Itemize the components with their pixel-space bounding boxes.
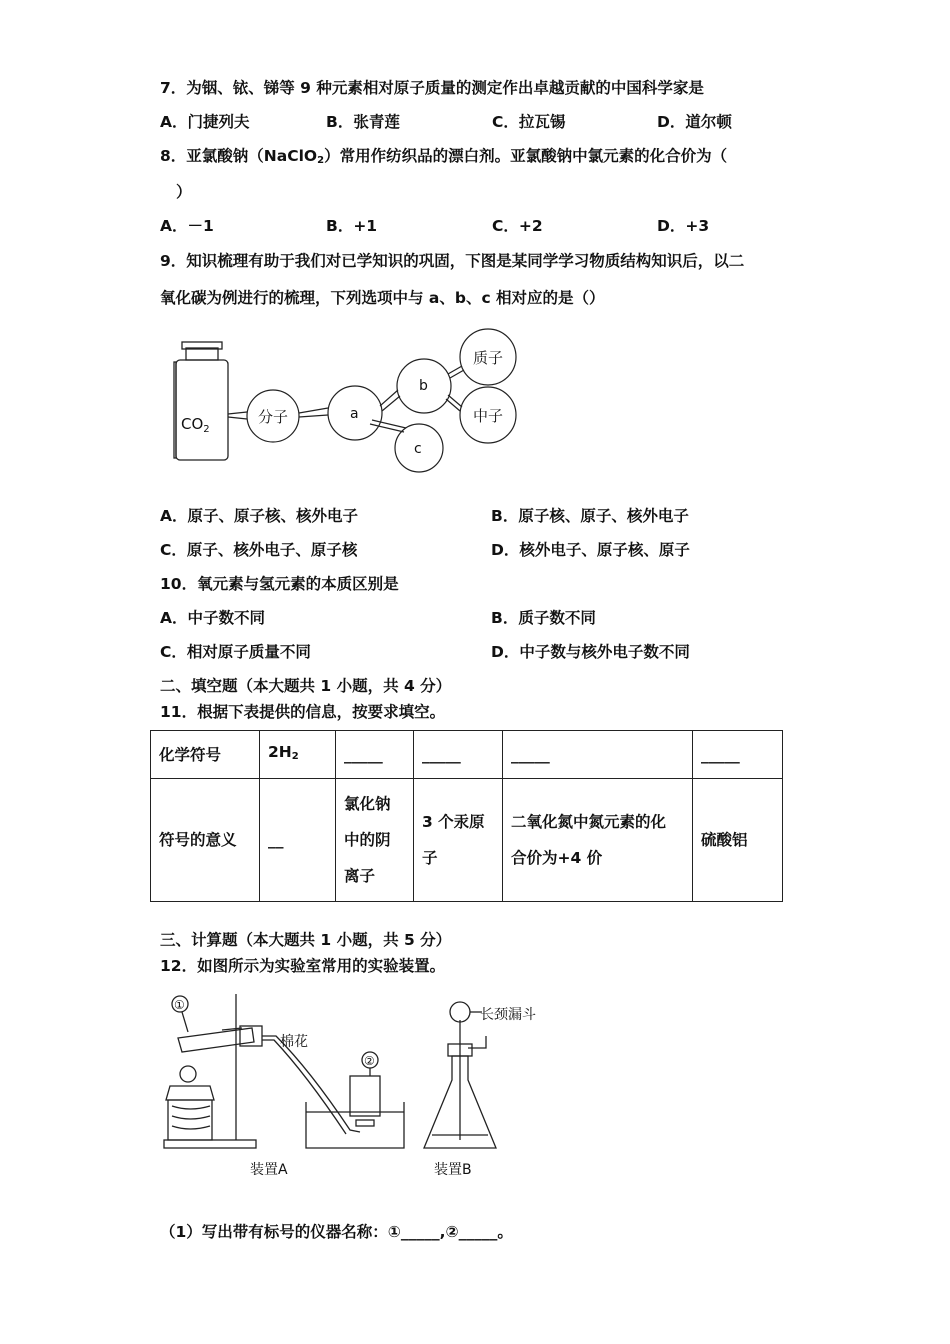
funnel-label: 长颈漏斗: [480, 1007, 536, 1023]
blank-col2[interactable]: _____: [336, 731, 414, 779]
row1-header: 化学符号: [151, 731, 260, 779]
co2-label: $CO_2$: [181, 415, 210, 435]
q7-stem: 7．为铟、铱、锑等 9 种元素相对原子质量的测定作出卓越贡献的中国科学家是: [160, 79, 704, 97]
q12-stem: 12．如图所示为实验室常用的实验装置。: [160, 957, 446, 975]
q8-stem: [160, 146, 727, 171]
q11-stem: 11．根据下表提供的信息，按要求填空。: [160, 703, 446, 721]
q10-option-a: A．中子数不同: [160, 609, 265, 627]
q9-option-c: C．原子、核外电子、原子核: [160, 541, 358, 559]
q9-stem-line2: 氧化碳为例进行的梳理，下列选项中与 a、b、c 相对应的是（）: [160, 289, 605, 307]
blank-col3[interactable]: _____: [414, 731, 503, 779]
q8-option-b: B．+1: [326, 217, 378, 235]
neutron-label: 中子: [473, 407, 504, 425]
q10-stem: 10．氧元素与氢元素的本质区别是: [160, 575, 399, 593]
meaning-col5: 硫酸铝: [693, 779, 783, 902]
meaning-blank-col1[interactable]: __: [260, 779, 336, 902]
q10-option-b: B．质子数不同: [491, 609, 596, 627]
q8-option-a: A．－1: [160, 217, 214, 235]
meaning-col4: 二氧化氮中氮元素的化 合价为+4 价: [503, 779, 693, 902]
meaning-col2: 氯化钠 中的阴 离子: [336, 779, 414, 902]
q7-option-c: C．拉瓦锡: [492, 113, 566, 131]
q10-option-d: D．中子数与核外电子数不同: [491, 643, 690, 661]
q10-option-c: C．相对原子质量不同: [160, 643, 311, 661]
proton-label: 质子: [473, 349, 504, 367]
section3-title: 三、计算题（本大题共 1 小题，共 5 分）: [160, 931, 452, 949]
label-b: b: [419, 378, 428, 394]
q8-option-d: D．+3: [657, 217, 710, 235]
blank-col4[interactable]: _____: [503, 731, 693, 779]
q9-option-b: B．原子核、原子、核外电子: [491, 507, 689, 525]
q8-stem-b: ）常用作纺织品的漂白剂。亚氯酸钠中氯元素的化合价为（: [324, 147, 728, 165]
q8-option-c: C．+2: [492, 217, 543, 235]
q12-sub1: （1）写出带有标号的仪器名称：①_____,②_____。: [160, 1223, 513, 1241]
mark-2: ②: [364, 1054, 375, 1068]
q8-stem-close: ）: [176, 183, 192, 201]
label-a: a: [350, 406, 359, 422]
meaning-col3: 3 个汞原 子: [414, 779, 503, 902]
q7-option-b: B．张青莲: [326, 113, 400, 131]
row2-header: 符号的意义: [151, 779, 260, 902]
molecule-label: 分子: [258, 408, 289, 426]
cotton-label: 棉花: [280, 1034, 308, 1050]
mark-1: ①: [174, 998, 185, 1012]
q7-option-a: A．门捷列夫: [160, 113, 250, 131]
q8-stem-sub: 2: [317, 155, 325, 166]
q7-option-d: D．道尔顿: [657, 113, 732, 131]
blank-col5[interactable]: _____: [693, 731, 783, 779]
q11-table: [150, 730, 783, 902]
cell-2h2: $2H_2$: [260, 731, 336, 779]
q9-stem-line1: 9．知识梳理有助于我们对已学知识的巩固，下图是某同学学习物质结构知识后，以二: [160, 252, 745, 270]
apparatus-diagram: [160, 990, 560, 1180]
q9-option-a: A．原子、原子核、核外电子: [160, 507, 358, 525]
label-c: c: [414, 441, 422, 457]
device-a-label: 装置A: [250, 1162, 288, 1178]
section2-title: 二、填空题（本大题共 1 小题，共 4 分）: [160, 677, 452, 695]
q8-stem-a: 8．亚氯酸钠（NaClO: [160, 147, 318, 165]
device-b-label: 装置B: [434, 1162, 472, 1178]
q9-option-d: D．核外电子、原子核、原子: [491, 541, 690, 559]
structure-diagram: [160, 320, 540, 480]
